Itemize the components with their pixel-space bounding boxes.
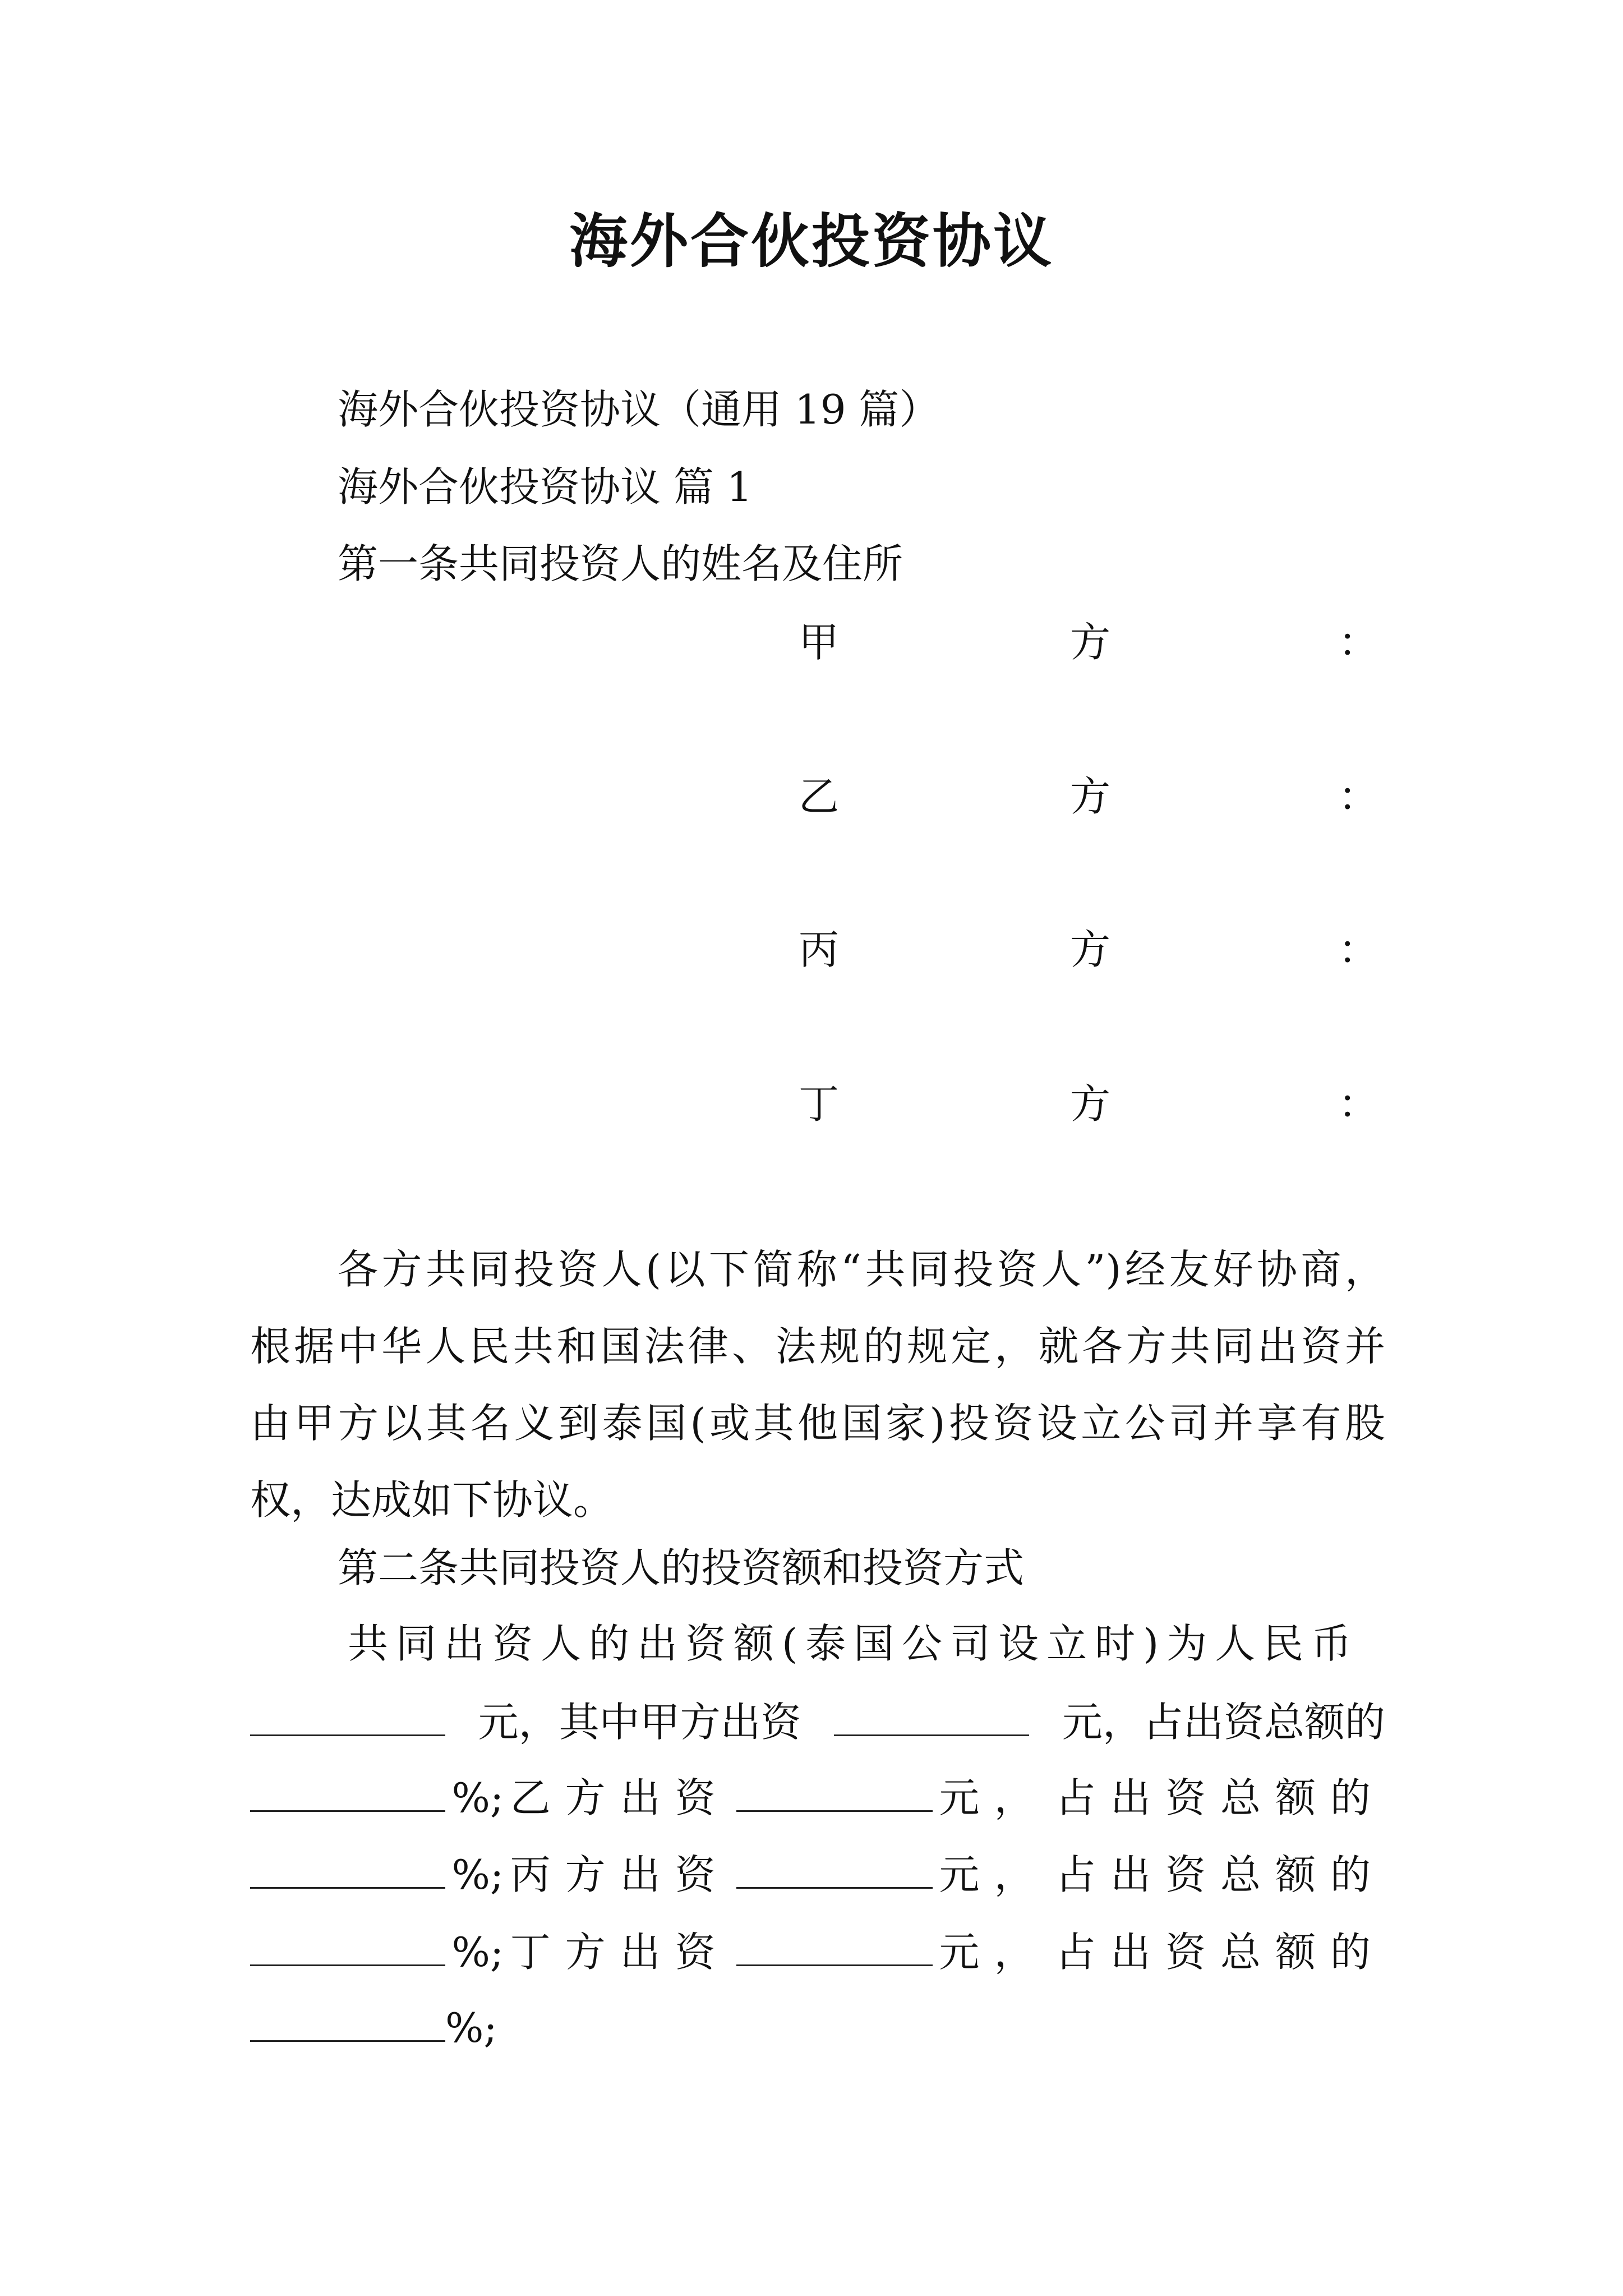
blank-percentage[interactable] — [250, 1777, 445, 1812]
pct-symbol: %; — [451, 1851, 504, 1898]
paragraph-line: 权，达成如下协议。 — [250, 1476, 614, 1524]
unit-label: 元， — [939, 1929, 1049, 1976]
party-name: 丁 — [799, 1080, 840, 1128]
blank-percentage[interactable] — [250, 1853, 445, 1889]
party-investment-label: 丙方出资 — [510, 1851, 730, 1898]
article-2-heading: 第二条共同投资人的投资额和投资方式 — [338, 1544, 1025, 1591]
investment-final-line — [250, 2000, 497, 2056]
unit-label: 元， — [939, 1774, 1049, 1821]
party-investment-label: 乙方出资 — [510, 1774, 730, 1821]
article-1-heading: 第一条共同投资人的姓名及住所 — [338, 540, 903, 587]
party-colon: ： — [1338, 1080, 1379, 1128]
party-colon: ： — [1338, 619, 1379, 666]
paragraph-line: 根据中华人民共和国法律、法规的规定，就各方共同出资并 — [250, 1323, 1385, 1370]
subtitle-part-1: 海外合伙投资协议 篇 1 — [338, 463, 753, 510]
share-label: 占出资总额的 — [1055, 1774, 1385, 1821]
party-name: 甲 — [799, 619, 840, 666]
share-label: 占出资总额的 — [1055, 1851, 1385, 1898]
party-name: 乙 — [799, 773, 840, 820]
blank-party-a-amount[interactable] — [834, 1701, 1029, 1736]
pct-symbol: %; — [445, 2004, 497, 2051]
investment-line-1 — [348, 1616, 1385, 1672]
party-suffix: 方 — [1070, 619, 1111, 666]
investment-row-c — [250, 1847, 1385, 1903]
unit-label: 元， — [939, 1851, 1049, 1898]
share-label: 占出资总额的 — [1055, 1929, 1385, 1976]
party-row-d — [0, 1076, 1623, 1132]
investment-row-b — [250, 1770, 1385, 1826]
blank-party-amount[interactable] — [736, 1777, 933, 1812]
party-row-a — [0, 614, 1623, 670]
blank-percentage[interactable] — [250, 2007, 445, 2042]
investment-line-2 — [250, 1694, 1385, 1750]
subtitle-general: 海外合伙投资协议（通用 19 篇） — [338, 386, 940, 433]
party-colon: ： — [1338, 773, 1379, 820]
party-suffix: 方 — [1070, 926, 1111, 973]
investment-text: 共同出资人的出资额(泰国公司设立时)为人民币 — [348, 1620, 1360, 1667]
investment-text: 元，占出资总额的 — [1062, 1699, 1385, 1746]
party-row-c — [0, 922, 1623, 978]
intro-paragraph — [250, 1231, 1385, 1539]
party-colon: ： — [1338, 926, 1379, 973]
blank-party-amount[interactable] — [736, 1931, 933, 1966]
party-suffix: 方 — [1070, 1080, 1111, 1128]
blank-percentage[interactable] — [250, 1931, 445, 1966]
party-investment-label: 丁方出资 — [510, 1929, 730, 1976]
party-name: 丙 — [799, 926, 840, 973]
paragraph-line: 由甲方以其名义到泰国(或其他国家)投资设立公司并享有股 — [250, 1400, 1385, 1447]
paragraph-line: 各方共同投资人(以下简称“共同投资人”)经友好协商， — [338, 1246, 1385, 1293]
document-title: 海外合伙投资协议 — [569, 206, 1054, 275]
blank-total-amount[interactable] — [250, 1701, 445, 1736]
investment-text: 元，其中甲方出资 — [478, 1699, 801, 1746]
investment-row-d — [250, 1924, 1385, 1980]
party-suffix: 方 — [1070, 773, 1111, 820]
pct-symbol: %; — [451, 1774, 504, 1821]
pct-symbol: %; — [451, 1929, 504, 1976]
blank-party-amount[interactable] — [736, 1853, 933, 1889]
party-row-b — [0, 769, 1623, 825]
